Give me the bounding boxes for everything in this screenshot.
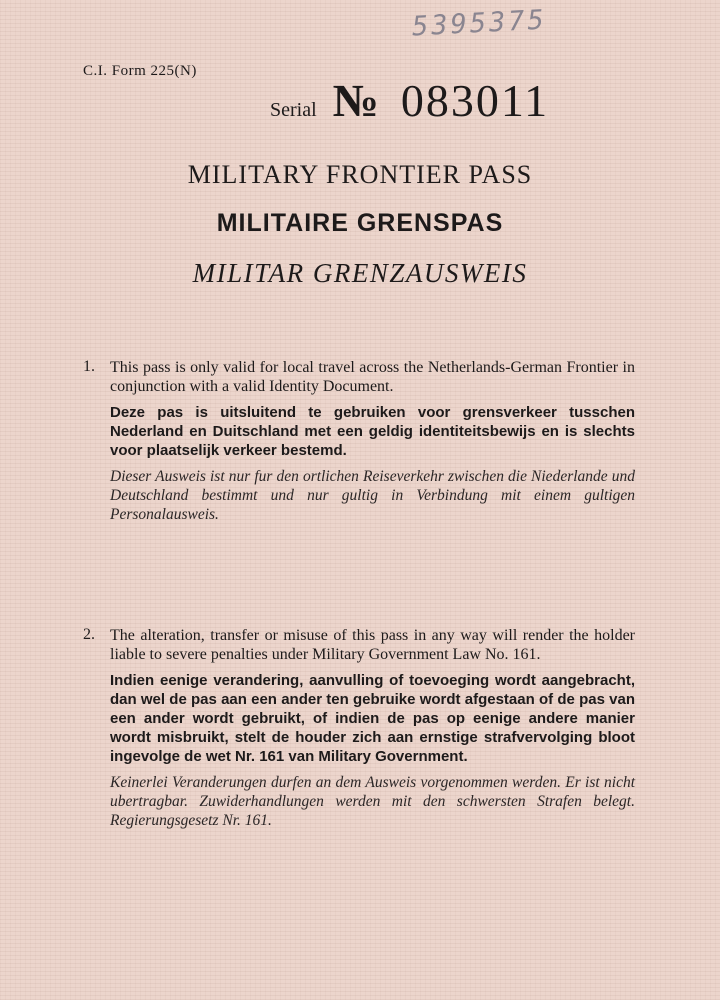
section-1 [83, 358, 638, 524]
form-code: C.I. Form 225(N) [83, 63, 197, 79]
title-english: MILITARY FRONTIER PASS [187, 160, 533, 189]
section-number: 1. [83, 358, 95, 375]
section-2-german: Keinerlei Veranderungen durfen an dem Ausweis vorgenommen werden. Er ist nicht ubertragbar. Zuwiderhandlungen werden mit den schwersten Strafen belegt. Regierungsgesetz Nr. 161. [110, 774, 635, 829]
serial-label: Serial [270, 99, 317, 121]
serial-number: 083011 [400, 75, 550, 126]
title-dutch: MILITAIRE GRENSPAS [216, 209, 504, 237]
serial-block [270, 74, 549, 127]
section-1-german: Dieser Ausweis ist nur fur den ortlichen Reiseverkehr zwischen die Niederlande und Deutschland bestimmt und nur gultig in Verbindung mit einem gultigen Personalausweis. [110, 468, 635, 523]
title-german: MILITAR GRENZAUSWEIS [192, 258, 528, 288]
section-number: 2. [83, 626, 95, 643]
number-sign: № [332, 75, 379, 126]
section-2 [83, 626, 638, 830]
handwritten-number: 5395375 [411, 4, 548, 43]
section-2-english: The alteration, transfer or misuse of this pass in any way will render the holder liable to severe penalties under Military Government Law No. 161. [110, 627, 635, 663]
section-1-dutch: Deze pas is uitsluitend te gebruiken voor grensverkeer tusschen Nederland en Duitschland met een geldig identiteitsbewijs en is slechts voor plaatselijk verkeer bestemd. [110, 404, 635, 459]
section-2-dutch: Indien eenige verandering, aanvulling of toevoeging wordt aangebracht, dan wel de pas aan een ander ten gebruike wordt afgestaan of de pas van een ander wordt gebruikt, of indien de pas op eenige andere manier wordt misbruikt, stelt de houder zich aan ernstige strafvervolging bloot ingevolge de wet Nr. 161 van Military Government. [110, 672, 635, 765]
section-1-english: This pass is only valid for local travel across the Netherlands-German Frontier in conjunction with a valid Identity Document. [110, 359, 635, 395]
